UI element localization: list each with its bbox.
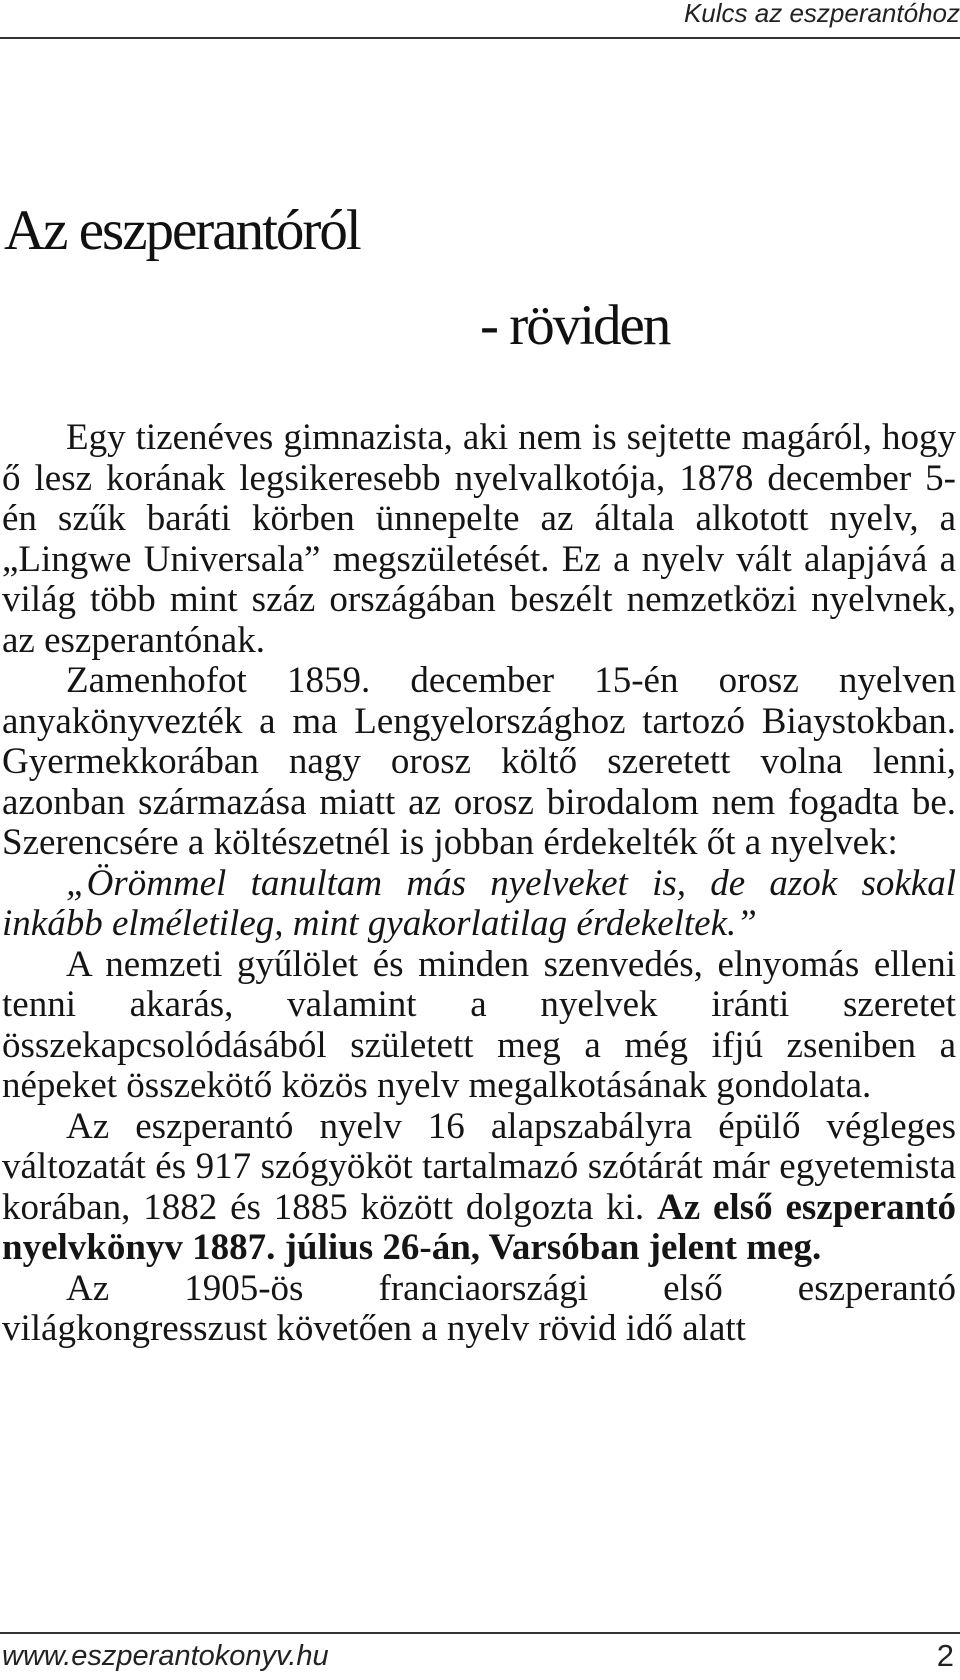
page-title-line-1: Az eszperantóról <box>4 199 360 262</box>
running-header-title: Kulcs az eszperantóhoz <box>683 0 960 28</box>
paragraph-5-text: Az eszperantó nyelv 16 alapszabályra épülő végleges változatát és 917 szógyököt tartalmazó szótárát már egyetemista korában, 1882 és 1885 között dolgozta ki. <box>2 1105 956 1228</box>
paragraph-5 <box>2 1107 956 1269</box>
footer-website-link[interactable]: www.eszperantokonyv.hu <box>2 1640 329 1672</box>
paragraph-2: Zamenhofot 1859. december 15-én orosz nyelven anyakönyvezték a ma Lengyelországhoz tartozó Biaystokban. Gyermekkorában nagy orosz költő szeretett volna lenni, azonban származása miatt az orosz birodalom nem fogadta be. Szerencsére a költészetnél is jobban érdekelték őt a nyelvek: <box>2 660 956 863</box>
paragraph-6: Az 1905-ös franciaországi első eszperantó világkongresszust követően a nyelv rövid idő alatt <box>2 1267 956 1349</box>
paragraph-5-bold: Az első eszperantó nyelvkönyv 1887. július 26-án, Varsóban jelent meg. <box>2 1186 957 1268</box>
page-title-line-2: - röviden <box>480 294 670 357</box>
header-divider <box>0 37 960 39</box>
paragraph-1: Egy tizenéves gimnazista, aki nem is sejtette magáról, hogy ő lesz korának legsikeresebb nyelvalkotója, 1878 december 5-én szűk baráti körben ünnepelte az általa alkotott nyelv, a „Lingwe Universala” megszületését. Ez a nyelv vált alapjává a világ több mint száz országában beszélt nemzetközi nyelvnek, az eszperantónak. <box>2 417 956 661</box>
paragraph-4: A nemzeti gyűlölet és minden szenvedés, elnyomás elleni tenni akarás, valamint a nyelvek iránti szeretet összekapcsolódásából született meg a még ifjú zseniben a népeket összekötő közös nyelv megalkotásának gondolata. <box>2 943 956 1106</box>
page-number: 2 <box>936 1638 954 1673</box>
article-body <box>2 418 956 1350</box>
footer-divider <box>0 1632 960 1634</box>
quote-paragraph: „Örömmel tanultam más nyelveket is, de azok sokkal inkább elméletileg, mint gyakorlatilag érdekeltek.” <box>2 862 956 944</box>
